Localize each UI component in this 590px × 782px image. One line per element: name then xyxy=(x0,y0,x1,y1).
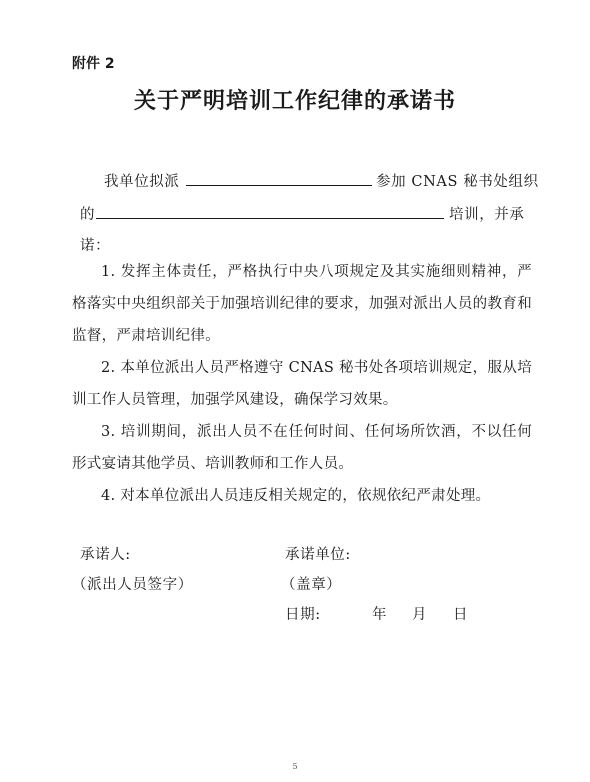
page-number: 5 xyxy=(292,762,298,771)
date-label: 日期: xyxy=(285,607,321,623)
promisor-note: （派出人员签字） xyxy=(72,577,193,593)
intro-line-1-suffix: 参加 CNAS 秘书处组织 xyxy=(376,174,539,190)
intro-line-1-prefix: 我单位拟派 xyxy=(104,174,180,190)
commitment-item-3: 3. 培训期间，派出人员不在任何时间、任何场所饮酒，不以任何形式宴请其他学员、培训教师和工作人员。 xyxy=(72,424,532,472)
commitment-item-4: 4. 对本单位派出人员违反相关规定的，依规依纪严肃处理。 xyxy=(101,488,491,504)
intro-line-2-prefix: 的 xyxy=(80,207,96,223)
dispatch-person-blank xyxy=(186,170,372,190)
date-day: 日 xyxy=(453,607,469,623)
training-name-blank xyxy=(96,203,444,223)
promising-unit-note: （盖章） xyxy=(281,577,342,593)
document-title: 关于严明培训工作纪律的承诺书 xyxy=(133,88,456,114)
intro-line-3: 诺： xyxy=(80,238,111,254)
date-year: 年 xyxy=(372,607,388,623)
attachment-label: 附件 2 xyxy=(72,56,115,72)
promisor-label: 承诺人: xyxy=(80,547,131,563)
intro-line-2-suffix: 培训，并承 xyxy=(449,207,525,223)
date-month: 月 xyxy=(412,607,428,623)
commitment-item-2: 2. 本单位派出人员严格遵守 CNAS 秘书处各项培训规定，服从培训工作人员管理，加强学风建设，确保学习效果。 xyxy=(72,360,532,408)
promising-unit-label: 承诺单位: xyxy=(285,547,351,563)
commitment-item-1: 1. 发挥主体责任，严格执行中央八项规定及其实施细则精神，严格落实中央组织部关于加强培训纪律的要求，加强对派出人员的教育和监督，严肃培训纪律。 xyxy=(72,264,532,344)
